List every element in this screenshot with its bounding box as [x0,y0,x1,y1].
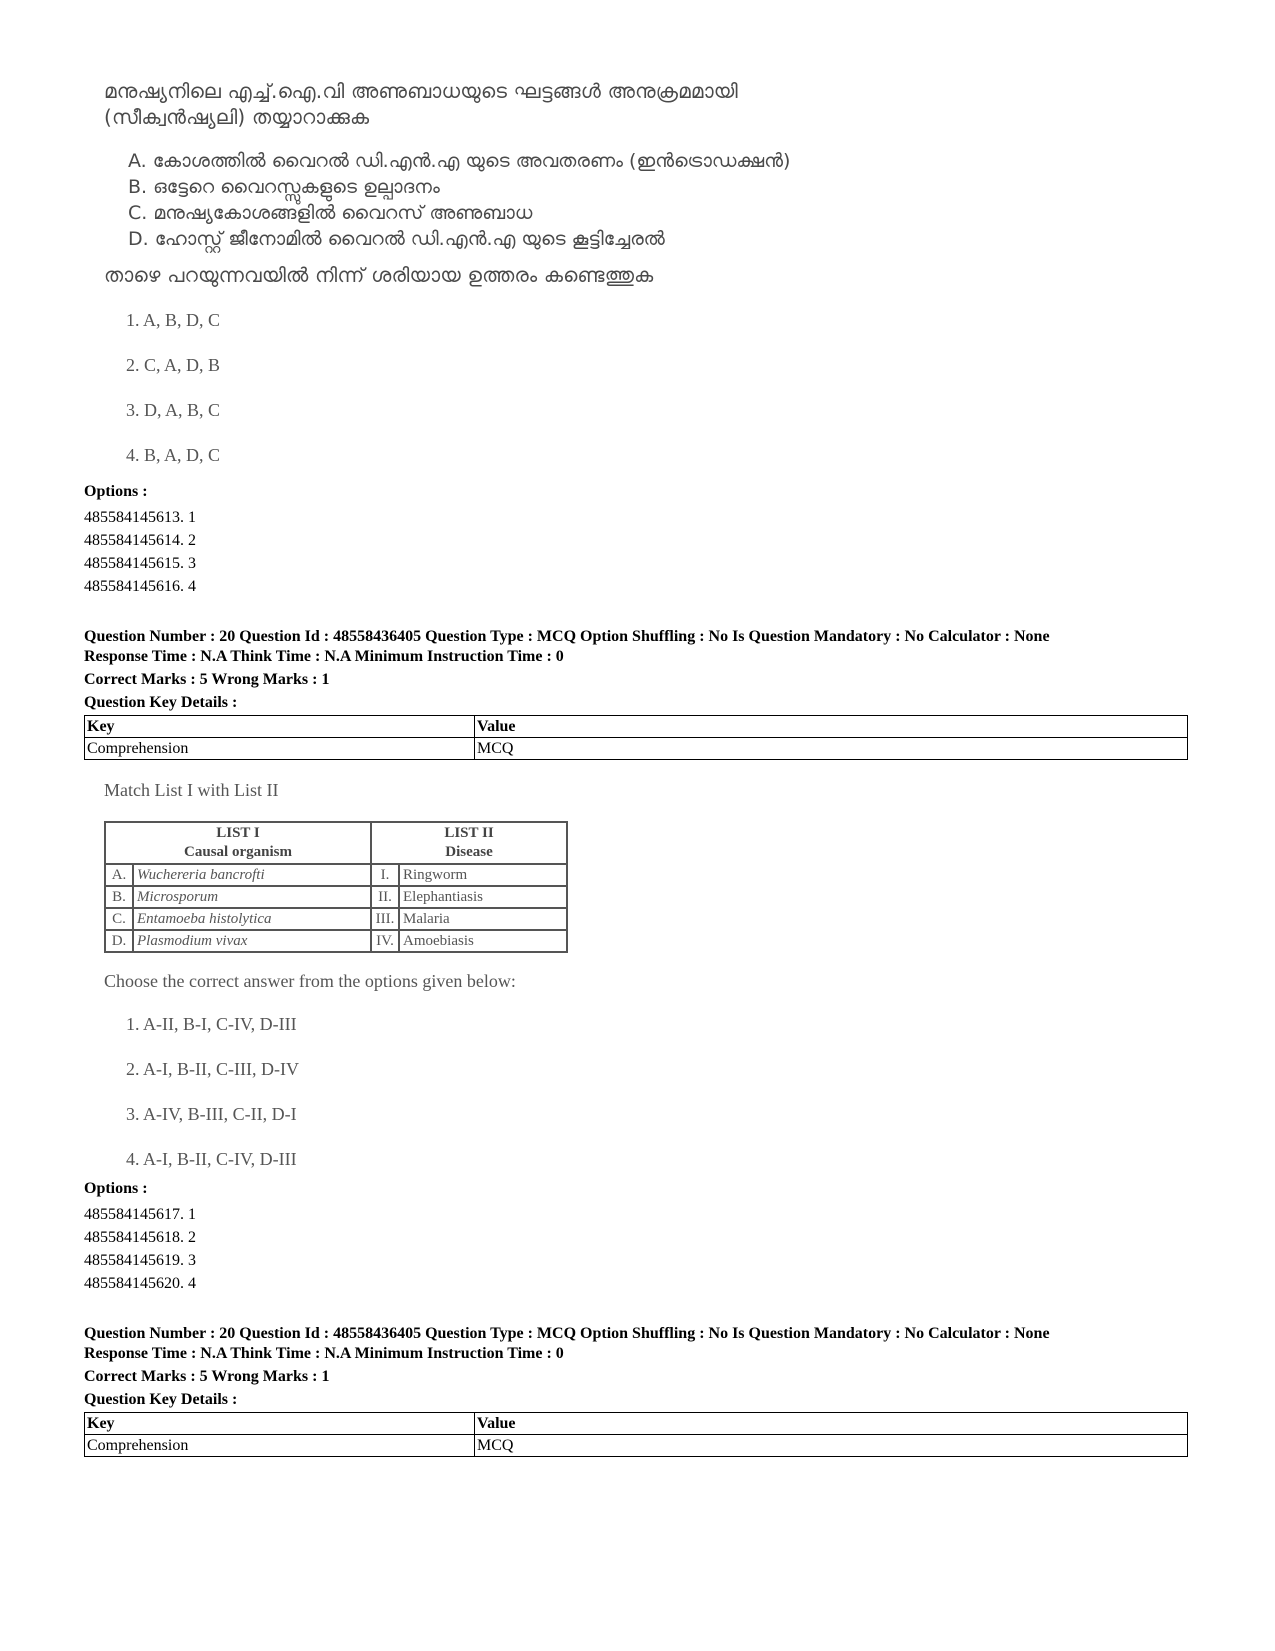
table-row [105,908,567,930]
q19-question-image [104,78,924,478]
table-cell-key: Comprehension [85,738,475,760]
q20-choice-2: 2. A-I, B-II, C-III, D-IV [126,1059,299,1079]
q20b-marks: Correct Marks : 5 Wrong Marks : 1 [84,1368,330,1385]
q20b-meta-line1: Question Number : 20 Question Id : 48558436405 Question Type : MCQ Option Shuffling : No Is Question Mandatory : No Calculator : None [84,1325,1050,1342]
table-row [105,930,567,952]
row-label: D. [105,930,133,952]
q19-item-b: B. ഒട്ടേറെ വൈറസ്സുകളുടെ ഉല്പാദനം [128,176,440,198]
q19-choice-4: 4. B, A, D, C [126,445,221,465]
table-row [105,886,567,908]
table-cell-value: MCQ [475,1435,1188,1457]
q20-option-3: 485584145619. 3 [84,1252,196,1269]
q20-instruction: Choose the correct answer from the options given below: [104,971,516,991]
organism-cell: Plasmodium vivax [133,930,371,952]
table-row [85,1413,1188,1435]
disease-cell: Malaria [399,908,567,930]
q19-choice-3: 3. D, A, B, C [126,400,221,420]
q19-option-3: 485584145615. 3 [84,555,196,572]
q19-choice-2: 2. C, A, D, B [126,355,221,375]
q20-choice-1: 1. A-II, B-I, C-IV, D-III [126,1014,297,1034]
row-label: II. [371,886,399,908]
q20-choice-3: 3. A-IV, B-III, C-II, D-I [126,1104,297,1124]
table-header-key: Key [85,716,475,738]
q19-option-1: 485584145613. 1 [84,509,196,526]
disease-cell: Elephantiasis [399,886,567,908]
q20a-marks: Correct Marks : 5 Wrong Marks : 1 [84,671,330,688]
list1-header [105,822,371,864]
q20a-meta-line2: Response Time : N.A Think Time : N.A Minimum Instruction Time : 0 [84,648,564,665]
table-cell-key: Comprehension [85,1435,475,1457]
organism-cell: Entamoeba histolytica [133,908,371,930]
q19-options-label: Options : [84,483,148,500]
q19-item-c: C. മനുഷ്യകോശങ്ങളിൽ വൈറസ് അണുബാധ [128,202,533,224]
q20-choice-4: 4. A-I, B-II, C-IV, D-III [126,1149,297,1169]
organism-cell: Wuchereria bancrofti [133,864,371,886]
table-cell-value: MCQ [475,738,1188,760]
q20-match-table [104,821,568,953]
list2-title: LIST II [444,825,494,841]
row-label: C. [105,908,133,930]
q20-option-1: 485584145617. 1 [84,1206,196,1223]
q20a-key-details-label: Question Key Details : [84,694,238,711]
q19-stem-line1: മനുഷ്യനിലെ എച്ച്.ഐ.വി അണുബാധയുടെ ഘട്ടങ്ങൾ അനുക്രമമായി [104,79,738,103]
organism-cell: Microsporum [133,886,371,908]
row-label: I. [371,864,399,886]
row-label: III. [371,908,399,930]
list1-title: LIST I [216,825,260,841]
q19-option-4: 485584145616. 4 [84,578,196,595]
q20-option-4: 485584145620. 4 [84,1275,196,1292]
q20-match-title: Match List I with List II [104,780,279,800]
row-label: B. [105,886,133,908]
table-row [85,716,1188,738]
q20b-meta-line2: Response Time : N.A Think Time : N.A Minimum Instruction Time : 0 [84,1345,564,1362]
list2-subtitle: Disease [445,844,493,860]
table-row [105,864,567,886]
q19-stem-line2: (സീക്വൻഷ്യലി) തയ്യാറാക്കുക [104,105,370,129]
q19-item-d: D. ഹോസ്റ്റ് ജീനോമിൽ വൈറൽ ഡി.എൻ.എ യുടെ കൂട്ടിച്ചേരൽ [128,228,665,250]
table-row [85,1435,1188,1457]
table-row [85,738,1188,760]
q19-option-2: 485584145614. 2 [84,532,196,549]
q20-option-2: 485584145618. 2 [84,1229,196,1246]
disease-cell: Amoebiasis [399,930,567,952]
q19-item-a: A. കോശത്തിൽ വൈറൽ ഡി.എൻ.എ യുടെ അവതരണം (ഇൻട്രൊഡക്ഷൻ) [128,150,791,172]
q20-options-label: Options : [84,1180,148,1197]
list2-header [371,822,567,864]
row-label: A. [105,864,133,886]
disease-cell: Ringworm [399,864,567,886]
q20b-key-details-label: Question Key Details : [84,1391,238,1408]
table-row [105,822,567,864]
q20-question-image [104,780,704,1182]
row-label: IV. [371,930,399,952]
q20b-key-table [84,1412,1188,1457]
q20a-key-table [84,715,1188,760]
q20a-meta-line1: Question Number : 20 Question Id : 48558436405 Question Type : MCQ Option Shuffling : No Is Question Mandatory : No Calculator : None [84,628,1050,645]
table-header-key: Key [85,1413,475,1435]
table-header-value: Value [475,1413,1188,1435]
list1-subtitle: Causal organism [184,844,292,860]
q19-instruction: താഴെ പറയുന്നവയിൽ നിന്ന് ശരിയായ ഉത്തരം കണ്ടെത്തുക [104,263,654,287]
q19-choice-1: 1. A, B, D, C [126,310,221,330]
table-header-value: Value [475,716,1188,738]
